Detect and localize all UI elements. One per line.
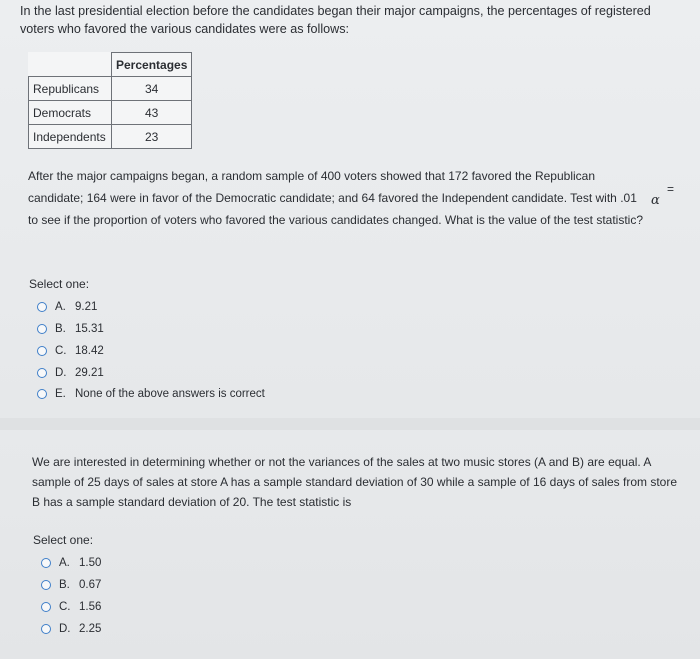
radio-button-icon[interactable] — [41, 602, 51, 612]
option-text: 1.50 — [79, 557, 102, 569]
percentages-table — [28, 52, 192, 149]
option-text: 15.31 — [75, 323, 104, 335]
option-c[interactable] — [41, 597, 101, 617]
radio-button-icon[interactable] — [37, 368, 47, 378]
row-value: 43 — [112, 101, 192, 125]
table-row — [29, 125, 192, 149]
option-letter: D. — [55, 367, 67, 379]
radio-button-icon[interactable] — [41, 580, 51, 590]
option-letter: C. — [59, 601, 71, 613]
radio-button-icon[interactable] — [37, 302, 47, 312]
question-1-body-text: After the major campaigns began, a random sample of 400 voters showed that 172 favored the Republican candidate; 164 were in favor of the Democratic candidate; and 64 favored the Independent candidate. Test with — [28, 169, 617, 205]
option-text: 29.21 — [75, 367, 104, 379]
option-a[interactable] — [37, 297, 97, 317]
option-b[interactable] — [37, 319, 104, 339]
option-letter: A. — [59, 557, 70, 569]
select-one-label: Select one: — [33, 533, 94, 547]
row-label: Democrats — [29, 101, 112, 125]
option-a[interactable] — [41, 553, 101, 573]
option-letter: B. — [55, 323, 66, 335]
radio-button-icon[interactable] — [37, 324, 47, 334]
question-1-body-cont: .01 to see if the proportion of voters who favored the various candidates changed. What is the value of the test statistic? — [28, 191, 644, 227]
option-letter: E. — [55, 388, 66, 400]
radio-button-icon[interactable] — [41, 624, 51, 634]
option-letter: C. — [55, 345, 67, 357]
table-row — [29, 77, 192, 101]
row-value: 34 — [112, 77, 192, 101]
option-letter: A. — [55, 301, 66, 313]
option-text: 0.67 — [79, 579, 102, 591]
option-letter: D. — [59, 623, 71, 635]
row-label: Republicans — [29, 77, 112, 101]
equals-sign: = — [667, 182, 675, 196]
option-text: 9.21 — [75, 301, 98, 313]
table-row — [29, 101, 192, 125]
option-e[interactable] — [37, 384, 265, 404]
row-value: 23 — [112, 125, 192, 149]
question-2-body: We are interested in determining whether or not the variances of the sales at two music stores (A and B) are equal. A sample of 25 days of sales at store A has a sample standard deviation of 30 while a sample of 16 days of sales from store B has a sample standard deviation of 20. The test statistic is — [32, 455, 678, 509]
question-1-body — [28, 165, 648, 231]
row-label: Independents — [29, 125, 112, 149]
option-b[interactable] — [41, 575, 101, 595]
option-text: None of the above answers is correct — [75, 388, 265, 400]
option-d[interactable] — [41, 619, 101, 639]
question-1-intro: In the last presidential election before the candidates began their major campaigns, the percentages of registered voters who favored the various candidates were as follows: — [20, 4, 651, 36]
alpha-symbol: α — [651, 193, 660, 208]
option-letter: B. — [59, 579, 70, 591]
option-text: 1.56 — [79, 601, 102, 613]
option-text: 2.25 — [79, 623, 102, 635]
radio-button-icon[interactable] — [41, 558, 51, 568]
table-corner — [29, 53, 112, 77]
radio-button-icon[interactable] — [37, 346, 47, 356]
option-text: 18.42 — [75, 345, 104, 357]
option-c[interactable] — [37, 341, 104, 361]
radio-button-icon[interactable] — [37, 389, 47, 399]
option-d[interactable] — [37, 363, 104, 383]
table-header: Percentages — [112, 53, 192, 77]
select-one-label: Select one: — [29, 277, 90, 291]
